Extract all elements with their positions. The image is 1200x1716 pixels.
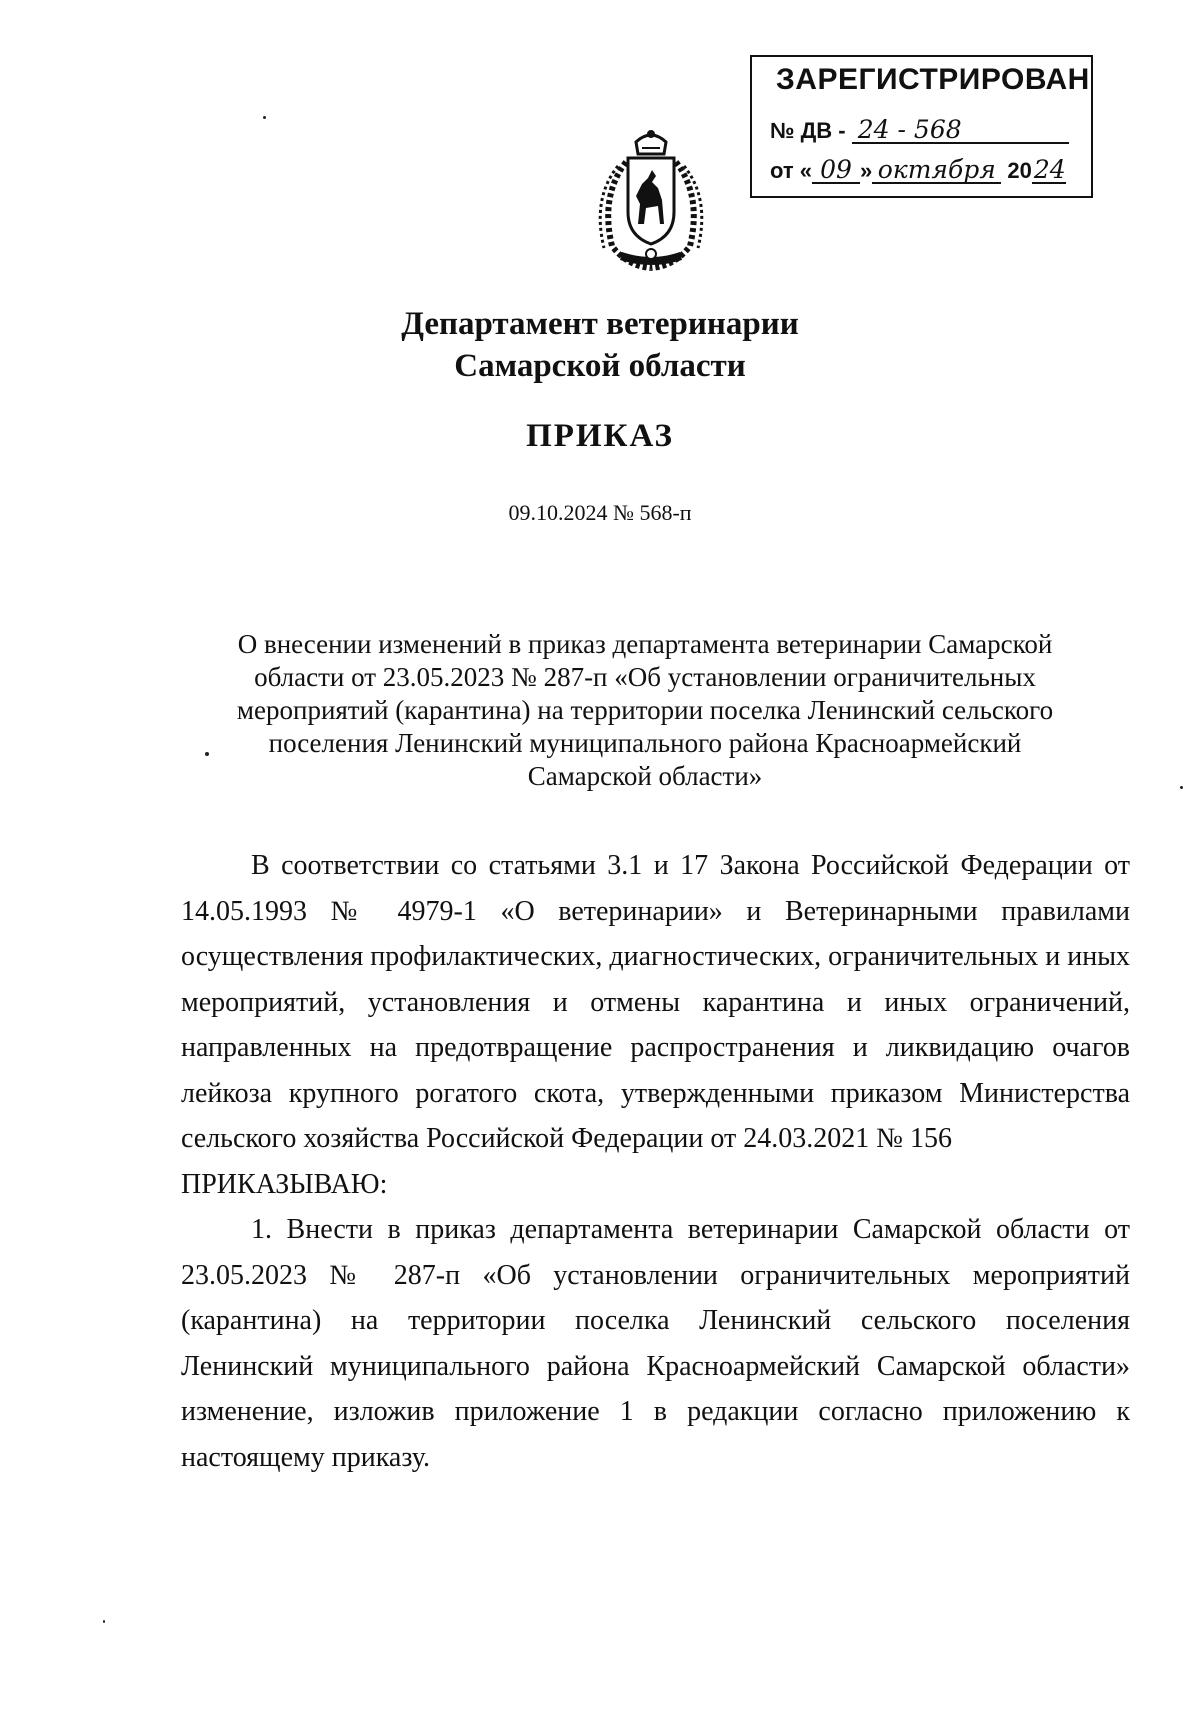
subject-line-4: поселения Ленинский муниципального района Красноармейский — [268, 728, 1022, 758]
directive-word: ПРИКАЗЫВАЮ: — [181, 1168, 388, 1200]
stamp-date-month: октября — [872, 157, 1001, 184]
subject-line-1: О внесении изменений в приказ департамента ветеринарии Самарской — [237, 629, 1053, 659]
organization-name — [0, 303, 1200, 387]
organization-line-2: Самарской области — [454, 348, 746, 384]
stamp-date-mid: » — [860, 158, 873, 183]
stamp-number-prefix: № ДВ - — [770, 118, 846, 143]
document-body — [181, 843, 1130, 1480]
stamp-number-handwritten: 24 - 568 — [852, 117, 1069, 144]
subject-line-2: области от 23.05.2023 № 287-п «Об установлении ограничительных — [254, 662, 1036, 692]
stamp-date-year-prefix: 20 — [1007, 158, 1032, 183]
stamp-date-prefix: от « — [770, 158, 813, 183]
stamp-number-row — [770, 117, 1069, 144]
item-1-paragraph: 1. Внести в приказ департамента ветеринарии Самарской области от 23.05.2023 № 287-п «Об установлении ограничительных мероприятий (карантина) на территории поселка Ленинский сельского поселения Ленинский муниципального района Красноармейский Самарской области» изменение, изложив приложение 1 в редакции согласно приложению к настоящему приказу. — [181, 1214, 1130, 1473]
preamble-paragraph: В соответствии со статьями 3.1 и 17 Закона Российской Федерации от 14.05.1993 № 4979-1 «О ветеринарии» и Ветеринарными правилами осуществления профилактических, диагностических, ограничительных и иных мероприятий, установления и отмены карантина и иных ограничений, направленных на предотвращение распространения и ликвидацию очагов лейкоза крупного рогатого скота, утвержденными приказом Министерства сельского хозяйства Российской Федерации от 24.03.2021 № 156 — [181, 850, 1131, 1154]
scan-speck — [103, 1620, 105, 1623]
subject-line-5: Самарской области» — [527, 761, 763, 791]
registration-stamp — [750, 55, 1093, 198]
document-type: ПРИКАЗ — [526, 418, 674, 454]
samara-coat-of-arms-icon — [582, 126, 720, 274]
scan-speck — [1180, 786, 1183, 789]
stamp-title: ЗАРЕГИСТРИРОВАН — [776, 63, 1090, 96]
scan-speck — [263, 116, 266, 119]
scan-speck — [205, 752, 209, 756]
stamp-date-day: 09 — [812, 157, 860, 184]
organization-line-1: Департамент ветеринарии — [401, 306, 799, 342]
document-subject — [195, 628, 1095, 793]
stamp-date-row — [770, 157, 1066, 184]
stamp-date-year: 24 — [1033, 155, 1066, 184]
document-number: 09.10.2024 № 568-п — [508, 500, 692, 525]
subject-line-3: мероприятий (карантина) на территории поселка Ленинский сельского — [236, 695, 1054, 725]
